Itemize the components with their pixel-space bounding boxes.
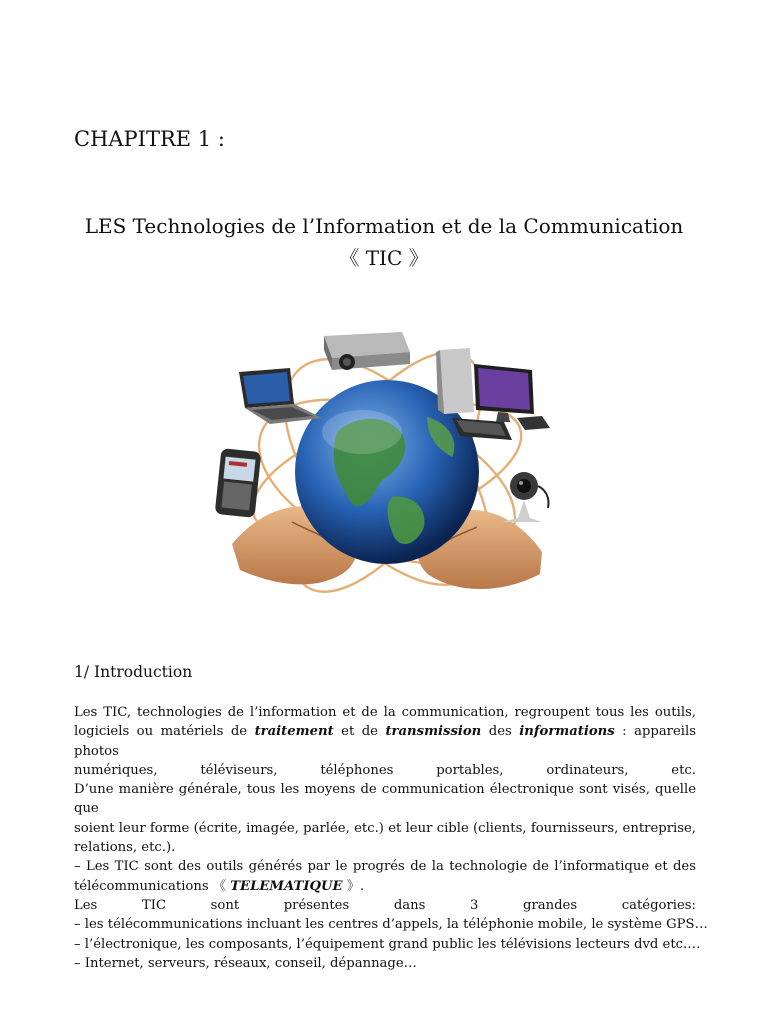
paragraph-line xyxy=(74,722,696,761)
chapter-heading: CHAPITRE 1 : xyxy=(74,127,225,151)
text-run: logiciels ou matériels de xyxy=(74,724,255,740)
paragraph-line: – Les TIC sont des outils générés par le progrés de la technologie de l’informatique et des xyxy=(74,859,696,875)
paragraph-line xyxy=(74,877,696,896)
document-title-acronym: 《 TIC 》 xyxy=(339,246,429,270)
paragraph-line: relations, etc.). xyxy=(74,840,176,856)
emphasis-traitement: traitement xyxy=(254,724,334,740)
projector-icon xyxy=(324,332,410,370)
text-run: : appareils photos xyxy=(74,724,696,759)
text-run: et de xyxy=(333,724,386,740)
text-run: 》. xyxy=(342,878,365,894)
emphasis-informations: informations xyxy=(519,724,615,740)
paragraph-line: Les TIC sont présentes dans 3 grandes catégories: xyxy=(74,897,696,913)
paragraph-line: soient leur forme (écrite, imagée, parlée, etc.) et leur cible (clients, fournisseurs, entreprise, xyxy=(74,820,696,836)
paragraph-line: Les TIC, technologies de l’information et de la communication, regroupent tous les outils, xyxy=(74,705,696,720)
paragraph-line: D’une manière générale, tous les moyens de communication électronique sont visés, quelle que xyxy=(74,782,696,817)
text-run: télécommunications 《 xyxy=(74,878,231,894)
emphasis-telematique: TELEMATIQUE xyxy=(230,878,343,894)
text-run: des xyxy=(481,724,520,740)
section-heading-introduction: 1/ Introduction xyxy=(74,663,193,681)
list-item: – les télécommunications incluant les centres d’appels, la téléphonie mobile, le système GPS… xyxy=(74,917,708,933)
list-item: – Internet, serveurs, réseaux, conseil, dépannage… xyxy=(74,955,417,971)
list-item: – l’électronique, les composants, l’équipement grand public les télévisions lecteurs dvd etc.… xyxy=(74,936,701,952)
introduction-paragraph xyxy=(74,703,708,973)
laptop-icon xyxy=(239,368,322,424)
document-title: LES Technologies de l’Information et de la Communication xyxy=(84,214,684,238)
smartphone-icon xyxy=(215,448,262,518)
tic-illustration xyxy=(212,322,562,622)
paragraph-line: numériques, téléviseurs, téléphones portables, ordinateurs, etc. xyxy=(74,762,696,778)
emphasis-transmission: transmission xyxy=(385,724,482,740)
